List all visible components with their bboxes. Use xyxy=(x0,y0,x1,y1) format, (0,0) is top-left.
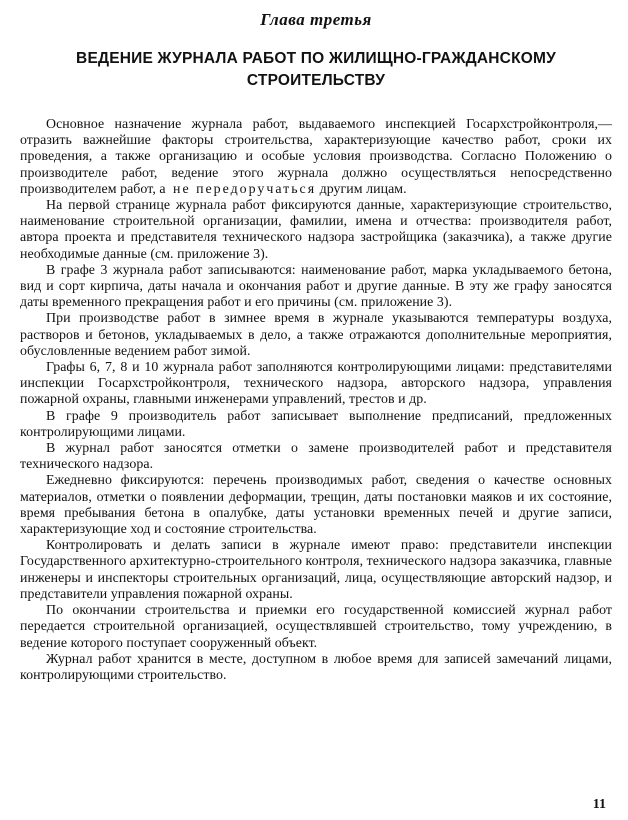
paragraph-1-text-b: другим лицам. xyxy=(316,181,407,197)
paragraph-11: Журнал работ хранится в месте, доступном в любое время для записей замечаний лицами, контролирующими строительство. xyxy=(20,651,612,683)
paragraph-2: На первой странице журнала работ фиксируются данные, характеризующие строительство, наименование строительной организации, фамилии, имена и отчества: производителя работ, автора проекта и представителя технического надзора застройщика (заказчика), а также другие необходимые данные (см. приложение 3). xyxy=(20,198,612,262)
document-page xyxy=(20,8,612,813)
paragraph-3: В графе 3 журнала работ записываются: наименование работ, марка укладываемого бетона, вид и сорт кирпича, даты начала и окончания работ и другие данные. В эту же графу заносятся даты временного прекращения работ и его причины (см. приложение 3). xyxy=(20,262,612,311)
paragraph-4: При производстве работ в зимнее время в журнале указываются температуры воздуха, растворов и бетонов, укладываемых в дело, а также отражаются дополнительные мероприятия, обусловленные ведением работ зимой. xyxy=(20,311,612,359)
paragraph-7: В журнал работ заносятся отметки о замене производителей работ и представителя технического надзора. xyxy=(20,441,612,473)
section-title-line-2: СТРОИТЕЛЬСТВУ xyxy=(246,72,386,89)
paragraph-1-spaced-phrase: а не передоручаться xyxy=(159,181,317,197)
chapter-heading: Глава третья xyxy=(260,10,372,29)
paragraph-9: Контролировать и делать записи в журнале имеют право: представители инспекции Государственного архитектурно-строительного контроля, технического надзора заказчика, главные инженеры и инспекторы строительных организаций, лица, осуществляющие авторский надзор, и представители управления пожарной охраны. xyxy=(20,538,612,602)
section-title-line-1: ВЕДЕНИЕ ЖУРНАЛА РАБОТ ПО ЖИЛИЩНО-ГРАЖДАНСКОМУ xyxy=(76,50,556,67)
paragraph-1-text-a: Основное назначение журнала работ, выдаваемого инспекцией Госархстройконтроля,— отразить важнейшие факторы строительства, характеризующие качество работ, сроки их проведения, а также организацию и особые условия производства. Согласно Положению о производителе работ, ведение этого журнала должно осуществляться непосредственно производителем работ, xyxy=(20,117,612,197)
paragraph-5: Графы 6, 7, 8 и 10 журнала работ заполняются контролирующими лицами: представителями инспекции Госархстройконтроля, технического надзора, авторского надзора, управления пожарной охраны, главными инженерами управлений, трестов и др. xyxy=(20,360,612,408)
paragraph-6: В графе 9 производитель работ записывает выполнение предписаний, предложенных контролирующими лицами. xyxy=(20,408,612,440)
paragraph-8: Ежедневно фиксируются: перечень производимых работ, сведения о качестве основных материалов, отметки о появлении деформации, трещин, даты постановки маяков и их состояние, время пребывания бетона в опалубке, даты установки временных печей и другие записи, характеризующие ход и состояние строительства. xyxy=(20,473,612,538)
section-title xyxy=(20,48,612,92)
body-text xyxy=(20,117,612,684)
page-number: 11 xyxy=(592,797,606,812)
paragraph-1 xyxy=(20,117,612,198)
paragraph-10: По окончании строительства и приемки его государственной комиссией журнал работ передается строительной организацией, осуществлявшей строительство, тому учреждению, в ведение которого поступает сооруженный объект. xyxy=(20,603,612,651)
